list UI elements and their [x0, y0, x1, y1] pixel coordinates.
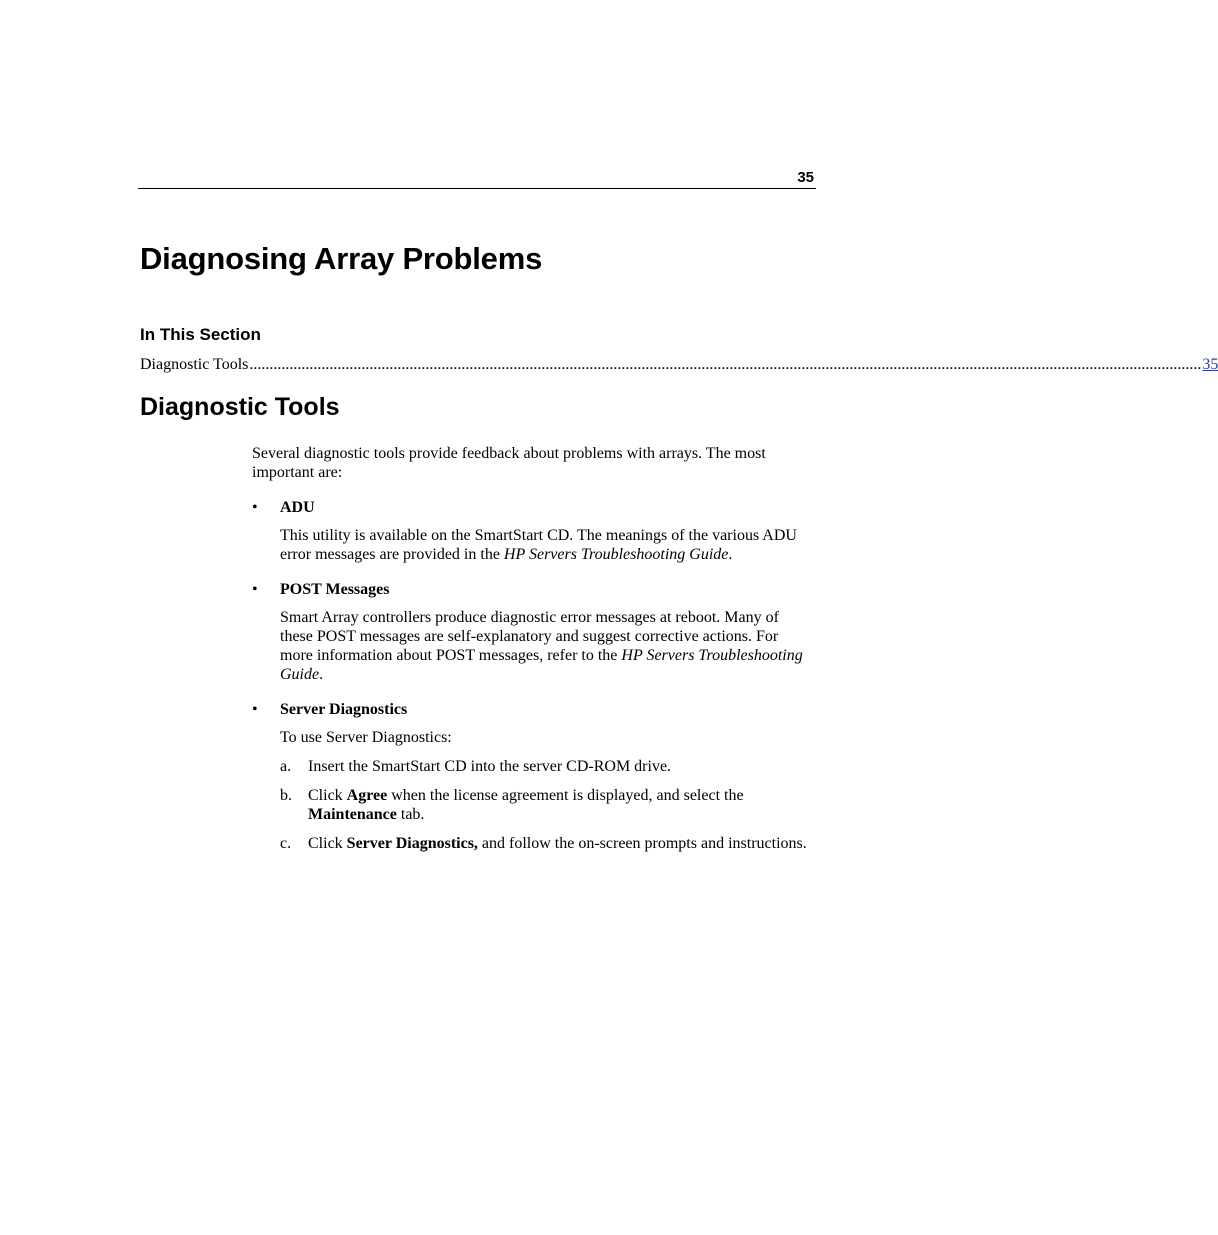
- bullet-icon: •: [252, 499, 258, 516]
- step-text: Insert the SmartStart CD into the server CD-ROM drive.: [308, 758, 672, 775]
- step-text: Click Agree when the license agreement is displayed, and select the Maintenance tab.: [308, 787, 744, 823]
- step-marker: a.: [280, 758, 292, 775]
- bullet-title: POST Messages: [280, 581, 390, 598]
- ui-term: Agree: [346, 787, 388, 804]
- bullet-item-server-diagnostics: [252, 700, 814, 853]
- toc-dot-leader: ..............................................................................................................................................................................................................................................: [249, 356, 1202, 373]
- bullet-icon: •: [252, 701, 258, 718]
- step-item: [280, 757, 814, 776]
- guide-reference: HP Servers Troubleshooting Guide: [280, 647, 803, 683]
- step-item: [280, 834, 814, 853]
- bullet-item-post-messages: [252, 580, 814, 684]
- ui-term: Server Diagnostics,: [346, 835, 478, 852]
- guide-reference: HP Servers Troubleshooting Guide: [503, 546, 729, 563]
- section-body: [252, 444, 814, 853]
- step-marker: b.: [280, 787, 292, 804]
- toc-page-link[interactable]: 35: [1202, 356, 1218, 373]
- step-text: Click Server Diagnostics, and follow the on-screen prompts and instructions.: [308, 835, 807, 852]
- intro-paragraph: Several diagnostic tools provide feedback about problems with arrays. The most important are:: [252, 445, 766, 481]
- page-number: 35: [797, 169, 814, 186]
- toc-entry-diagnostic-tools[interactable]: [140, 355, 1218, 375]
- bullet-title: ADU: [280, 499, 315, 516]
- toc-entry-label: Diagnostic Tools: [140, 356, 249, 373]
- steps-list: [280, 757, 814, 853]
- in-this-section-heading: In This Section: [140, 325, 261, 344]
- bullet-description: To use Server Diagnostics:: [280, 729, 452, 746]
- bullet-item-adu: [252, 498, 814, 564]
- bullet-description: This utility is available on the SmartStart CD. The meanings of the various ADU error messages are provided in the HP Servers Troubleshooting Guide.: [280, 527, 797, 563]
- bullet-icon: •: [252, 581, 258, 598]
- step-item: [280, 786, 814, 824]
- header-rule: [138, 188, 816, 189]
- chapter-title: Diagnosing Array Problems: [140, 241, 543, 276]
- step-marker: c.: [280, 835, 292, 852]
- ui-term: Maintenance: [308, 806, 397, 823]
- bullet-description: Smart Array controllers produce diagnostic error messages at reboot. Many of these POST messages are self-explanatory and suggest corrective actions. For more information about POST messages, refer to the HP Servers Troubleshooting Guide.: [280, 609, 803, 683]
- bullet-title: Server Diagnostics: [280, 701, 408, 718]
- section-title: Diagnostic Tools: [140, 393, 340, 421]
